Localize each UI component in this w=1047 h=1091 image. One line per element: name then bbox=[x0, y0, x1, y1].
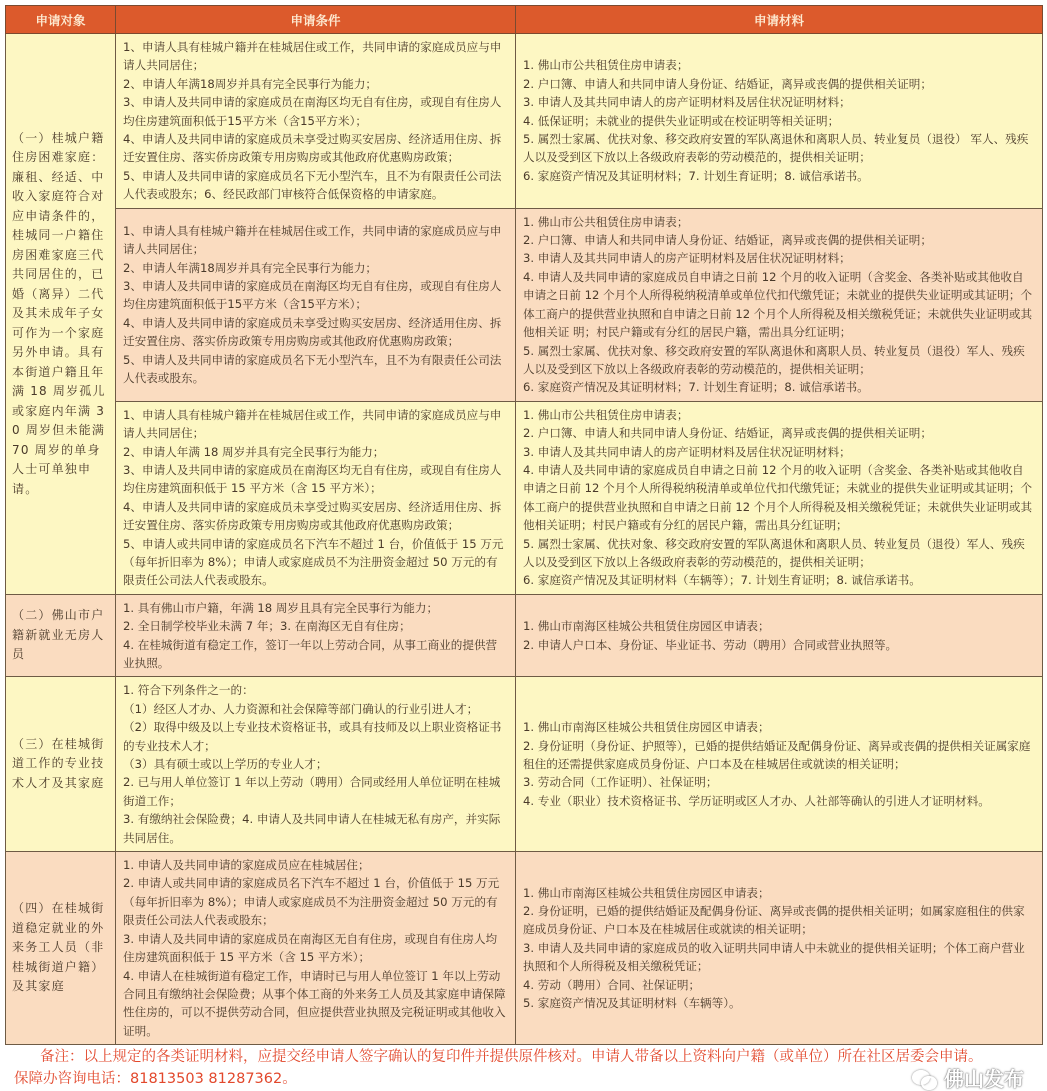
condition-item: 5、申请人及共同申请的家庭成员名下无小型汽车，且不为有限责任公司法人代表或股东。 bbox=[123, 352, 502, 386]
condition-item: （2）取得中级及以上专业技术资格证书，或具有技师及以上职业资格证书的专业技术人才； bbox=[123, 720, 502, 753]
material-item: 1. 佛山市公共租赁住房申请表； bbox=[523, 214, 689, 229]
table-row bbox=[6, 208, 1043, 401]
condition-item: 2. 已与用人单位签订 1 年以上劳动（聘用）合同或经用人单位证明在桂城街道工作； bbox=[123, 775, 501, 808]
material-item: 3. 申请人及其共同申请人的房产证明材料及居住状况证明材料； bbox=[523, 251, 851, 266]
material-item: 1. 佛山市公共租赁住房申请表； bbox=[523, 407, 689, 422]
material-item: 5. 家庭资产情况及其证明材料（车辆等）。 bbox=[523, 996, 741, 1011]
table-row bbox=[6, 594, 1043, 677]
condition-item: 1、申请人具有桂城户籍并在桂城居住或工作，共同申请的家庭成员应与申请人共同居住； bbox=[123, 223, 502, 257]
material-item: 4. 申请人及共同申请的家庭成员自申请之日前 12 个月的收入证明（含奖金、各类补贴或其他收自申请之日前 12 个月个人所得税纳税清单或单位代扣代缴凭证；未就业的提供失业证明或其证明；个体工商户的提供营业执照和自申请之日前 12 个月个人所得税及相关缴税凭证；未就供失业证明或其他相关证 明；村民户籍或有分红的居民户籍，需出具分红证明； bbox=[523, 269, 1033, 340]
material-item: 2. 身份证明（身份证、护照等），已婚的提供结婚证及配偶身份证、离异或丧偶的提供相关证属家庭租住的还需提供家庭成员身份证、户口本及在桂城居住或就读的相关证明； bbox=[523, 738, 1031, 772]
table-row bbox=[6, 852, 1043, 1045]
material-item: 2. 申请人户口本、身份证、毕业证书、劳动（聘用）合同或营业执照等。 bbox=[523, 637, 898, 652]
footer-remark: 备注：以上规定的各类证明材料，应提交经申请人签字确认的复印件并提供原件核对。申请人带备以上资料向户籍（或单位）所在社区居委会申请。 bbox=[40, 1049, 983, 1066]
material-item: 2. 身份证明，已婚的提供结婚证及配偶身份证、离异或丧偶的提供相关证明；如属家庭租住的供家庭成员身份证、户口本及在桂城居住或就读的相关证明； bbox=[523, 904, 1025, 937]
condition-item: 3、申请人及共同申请的家庭成员在南海区均无自有住房，或现自有住房人均住房建筑面积低于15平方米（含15平方米）； bbox=[123, 95, 502, 128]
material-item: 2. 户口簿、申请人和共同申请人身份证、结婚证，离异或丧偶的提供相关证明； bbox=[523, 426, 932, 441]
condition-item: 3、申请人及共同申请的家庭成员在南海区均无自有住房，或现自有住房人均住房建筑面积低于15平方米（含15平方米）； bbox=[123, 279, 502, 312]
application-requirements-table bbox=[5, 5, 1043, 1045]
condition-item: 4、申请人及共同申请的家庭成员未享受过购买安居房、经济适用住房、拆迁安置住房、落实侨房政策专用房购房或其他政府优惠购房政策； bbox=[123, 499, 502, 533]
material-item: 1. 佛山市公共租赁住房申请表； bbox=[523, 58, 689, 73]
header-materials: 申请材料 bbox=[516, 6, 1043, 34]
condition-item: 1. 申请人及共同申请的家庭成员应在桂城居住； bbox=[123, 858, 370, 873]
header-applicant: 申请对象 bbox=[6, 6, 116, 34]
conditions-cell bbox=[116, 852, 516, 1045]
material-item: 1. 佛山市南海区桂城公共租赁住房园区申请表； bbox=[523, 720, 770, 735]
conditions-cell bbox=[116, 677, 516, 852]
applicant-type-cell: （四）在桂城街道稳定就业的外来务工人员（非桂城街道户籍）及其家庭 bbox=[6, 852, 116, 1045]
condition-item: 1. 符合下列条件之一的： bbox=[123, 683, 254, 698]
condition-item: （1）经区人才办、人力资源和社会保障等部门确认的行业引进人才； bbox=[123, 701, 479, 716]
condition-item: 2. 全日制学校毕业未满 7 年；3. 在南海区无自有住房； bbox=[123, 619, 411, 634]
materials-cell bbox=[516, 852, 1043, 1045]
footer-note bbox=[14, 1047, 1044, 1090]
condition-item: 1、申请人具有桂城户籍并在桂城居住或工作，共同申请的家庭成员应与申请人共同居住； bbox=[123, 40, 502, 73]
materials-cell bbox=[516, 594, 1043, 677]
materials-cell bbox=[516, 677, 1043, 852]
conditions-cell bbox=[116, 401, 516, 594]
table-body bbox=[6, 34, 1043, 1045]
material-item: 5. 属烈士家属、优扶对象、移交政府安置的军队离退休和离职人员、转业复员（退役） 军人、残疾人以及受到区下放以上各级政府表彰的劳动模范的，提供相关证明； bbox=[523, 132, 1029, 165]
table-row bbox=[6, 34, 1043, 209]
material-item: 3. 申请人及共同申请的家庭成员的收入证明共同申请人中未就业的提供相关证明；个体工商户营业执照和个人所得税及相关缴税凭证； bbox=[523, 940, 1025, 974]
materials-cell bbox=[516, 208, 1043, 401]
material-item: 1. 佛山市南海区桂城公共租赁住房园区申请表； bbox=[523, 885, 770, 900]
condition-item: 4. 申请人在桂城街道有稳定工作，申请时已与用人单位签订 1 年以上劳动合同且有缴纳社会保险费；从事个体工商的外来务工人员及其家庭申请保障性住房的，可以不提供劳动合同，但应提供营业执照及完税证明或其他收入证明。 bbox=[123, 968, 506, 1038]
material-item: 4. 专业（职业）技术资格证书、学历证明或区人才办、人社部等确认的引进人才证明材料。 bbox=[523, 793, 990, 808]
condition-item: 1、申请人具有桂城户籍并在桂城居住或工作，共同申请的家庭成员应与申请人共同居住； bbox=[123, 407, 502, 441]
material-item: 2. 户口簿、申请人和共同申请人身份证、结婚证，离异或丧偶的提供相关证明； bbox=[523, 76, 932, 91]
material-item: 4. 申请人及共同申请的家庭成员自申请之日前 12 个月的收入证明（含奖金、各类补贴或其他收自申请之日前 12 个月个人所得税纳税清单或单位代扣代缴凭证；未就业的提供失业证明或其证明；个体工商户的提供营业执照和自申请之日前 12 个月个人所得税及相关缴税凭证；未就供失业证明或其他相关证明；村民户籍或有分红的居民户籍，需出具分红证明； bbox=[523, 462, 1033, 533]
footer-phone: 保障办咨询电话：81813503 81287362。 bbox=[14, 1070, 297, 1087]
applicant-type-cell: （二）佛山市户籍新就业无房人员 bbox=[6, 594, 116, 677]
condition-item: 4. 在桂城街道有稳定工作，签订一年以上劳动合同，从事工商业的提供营业执照。 bbox=[123, 637, 498, 670]
condition-item: （3）具有硕士或以上学历的专业人才； bbox=[123, 757, 328, 772]
condition-item: 1. 具有佛山市户籍，年满 18 周岁且具有完全民事行为能力； bbox=[123, 600, 439, 615]
material-item: 1. 佛山市南海区桂城公共租赁住房园区申请表； bbox=[523, 619, 770, 634]
applicant-type-cell: （一）桂城户籍住房困难家庭：廉租、经适、中收入家庭符合对应申请条件的，桂城同一户籍住房困难家庭三代共同居住的，已婚（离异）二代及其未成年子女可作为一个家庭另外申请。具有本街道户籍且年满 18 周岁孤儿或家庭内年满 30 周岁但未能满 70 周岁的单身人士可单独申请。 bbox=[6, 34, 116, 595]
material-item: 5. 属烈士家属、优扶对象、移交政府安置的军队离退休和离职人员、转业复员（退役）军人、残疾人以及受到区下放以上各级政府表彰的劳动模范的，提供相关证明； bbox=[523, 536, 1025, 569]
table-header-row bbox=[6, 6, 1043, 34]
conditions-cell bbox=[116, 208, 516, 401]
condition-item: 5、申请人及共同申请的家庭成员名下无小型汽车，且不为有限责任公司法人代表或股东；6、经民政部门审核符合低保资格的申请家庭。 bbox=[123, 168, 502, 202]
watermark-text: 佛山发布 bbox=[944, 1066, 1024, 1091]
material-item: 4. 低保证明；未就业的提供失业证明或在校证明等相关证明； bbox=[523, 113, 840, 128]
material-item: 3. 劳动合同（工作证明）、社保证明； bbox=[523, 775, 718, 790]
condition-item: 5、申请人或共同申请的家庭成员名下汽车不超过 1 台，价值低于 15 万元（每年折旧率为 8%）；申请人或家庭成员不为注册资金超过 50 万元的有限责任公司法人代表或股东。 bbox=[123, 536, 504, 588]
table-row bbox=[6, 401, 1043, 594]
material-item: 6. 家庭资产情况及其证明材料（车辆等）；7. 计划生育证明；8. 诚信承诺书。 bbox=[523, 573, 921, 588]
material-item: 3. 申请人及其共同申请人的房产证明材料及居住状况证明材料； bbox=[523, 95, 851, 110]
material-item: 4. 劳动（聘用）合同、社保证明； bbox=[523, 977, 701, 992]
condition-item: 2、申请人年满18周岁并具有完全民事行为能力； bbox=[123, 260, 378, 275]
condition-item: 3、申请人及共同申请的家庭成员在南海区均无自有住房，或现自有住房人均住房建筑面积低于 15 平方米（含 15 平方米）； bbox=[123, 462, 502, 496]
material-item: 6. 家庭资产情况及其证明材料；7. 计划生育证明；8. 诚信承诺书。 bbox=[523, 380, 869, 395]
condition-item: 2、申请人年满18周岁并具有完全民事行为能力； bbox=[123, 76, 378, 91]
applicant-type-cell: （三）在桂城街道工作的专业技术人才及其家庭 bbox=[6, 677, 116, 852]
footer-second-row bbox=[14, 1068, 1044, 1090]
condition-item: 2、申请人年满 18 周岁并具有完全民事行为能力； bbox=[123, 444, 385, 459]
condition-item: 2. 申请人或共同申请的家庭成员名下汽车不超过 1 台，价值低于 15 万元（每年折旧率为 8%）；申请人或家庭成员不为注册资金超过 50 万元的有限责任公司法人代表或股东； bbox=[123, 876, 500, 928]
table-row bbox=[6, 677, 1043, 852]
condition-item: 4、申请人及共同申请的家庭成员未享受过购买安居房、经济适用住房、拆迁安置住房、落实侨房政策专用房购房或其他政府优惠购房政策； bbox=[123, 132, 502, 165]
material-item: 2. 户口簿、申请人和共同申请人身份证、结婚证，离异或丧偶的提供相关证明； bbox=[523, 233, 932, 248]
condition-item: 4、申请人及共同申请的家庭成员未享受过购买安居房、经济适用住房、拆迁安置住房、落实侨房政策专用房购房或其他政府优惠购房政策； bbox=[123, 315, 502, 349]
materials-cell bbox=[516, 34, 1043, 209]
watermark bbox=[912, 1068, 1024, 1090]
wechat-icon bbox=[912, 1068, 938, 1090]
conditions-cell bbox=[116, 594, 516, 677]
material-item: 5. 属烈士家属、优扶对象、移交政府安置的军队离退休和离职人员、转业复员（退役）军人、残疾人以及受到区下放以上各级政府表彰的劳动模范的，提供相关证明； bbox=[523, 343, 1025, 376]
header-conditions: 申请条件 bbox=[116, 6, 516, 34]
material-item: 3. 申请人及其共同申请人的房产证明材料及居住状况证明材料； bbox=[523, 444, 851, 459]
condition-item: 3. 申请人及共同申请的家庭成员在南海区无自有住房，或现自有住房人均住房建筑面积低于 15 平方米（含 15 平方米）； bbox=[123, 931, 498, 965]
condition-item: 3. 有缴纳社会保险费；4. 申请人及共同申请人在桂城无私有房产，并实际共同居住。 bbox=[123, 812, 501, 845]
conditions-cell bbox=[116, 34, 516, 209]
materials-cell bbox=[516, 401, 1043, 594]
material-item: 6. 家庭资产情况及其证明材料；7. 计划生育证明；8. 诚信承诺书。 bbox=[523, 168, 869, 183]
